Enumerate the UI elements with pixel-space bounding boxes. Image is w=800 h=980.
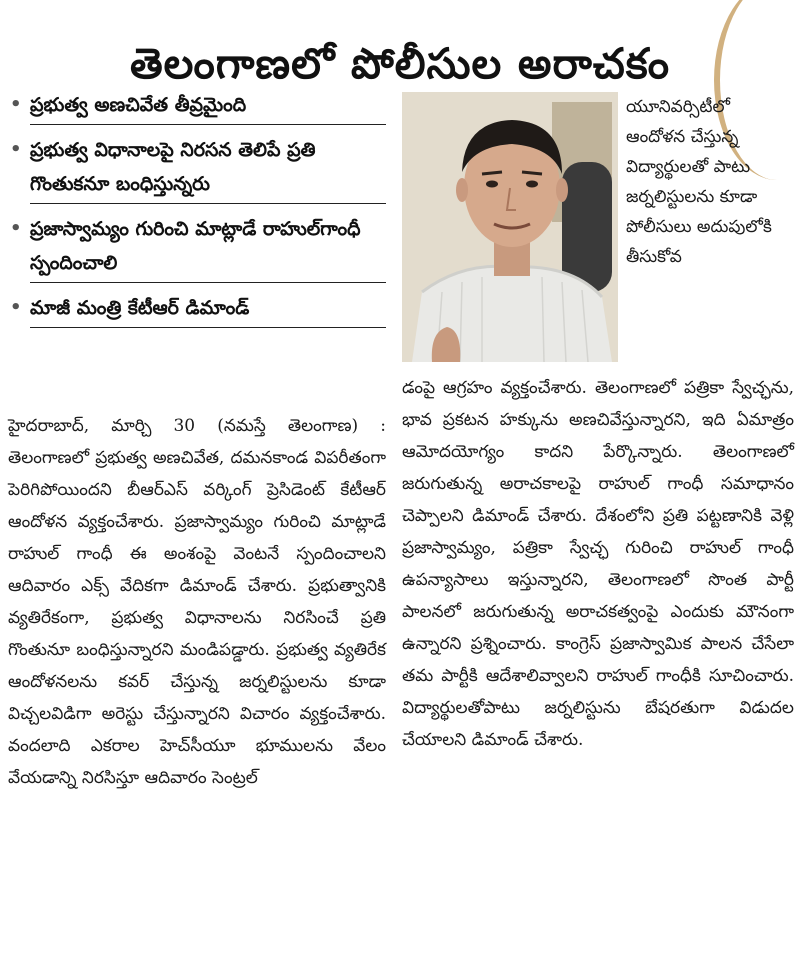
portrait-photo bbox=[402, 92, 618, 362]
bullet-icon: • bbox=[10, 297, 22, 318]
bullet-item bbox=[8, 212, 386, 283]
bullet-icon: • bbox=[10, 218, 22, 239]
photo-side-text: యూనివర్సిటీలో ఆందోళన చేస్తున్న విద్యార్థులతో పాటు జర్నలిస్టులను కూడా పోలీసులు అదుపులోకి తీసుకోవ bbox=[626, 97, 772, 267]
bullet-icon: • bbox=[10, 94, 22, 115]
headline: తెలంగాణలో పోలీసుల అరాచకం bbox=[129, 39, 670, 89]
bullet-text: ప్రభుత్వ విధానాలపై నిరసన తెలిపే ప్రతి గొంతుకనూ బంధిస్తున్నరు bbox=[30, 133, 386, 204]
person-portrait-icon bbox=[402, 92, 618, 362]
article-body-left: హైదరాబాద్‌, మార్చి 30 (నమస్తే తెలంగాణ) : తెలంగాణలో ప్రభుత్వ అణచివేత, దమనకాండ విపరీతంగా పెరిగిపోయిందని బీఆర్‌ఎస్‌ వర్కింగ్‌ ప్రెసిడెంట్‌ కేటీఆర్‌ ఆందోళన వ్యక్తంచేశారు. ప్రజాస్వామ్యం గురించి మాట్లాడే రాహుల్‌ గాంధీ ఈ అంశంపై వెంటనే స్పందించాలని ఆదివారం ఎక్స్‌ వేదికగా డిమాండ్‌ చేశారు. ప్రభుత్వానికి వ్యతిరేకంగా, ప్రభుత్వ విధానాలను నిరసించే ప్రతి గొంతునూ బంధిస్తున్నారని మండిపడ్డారు. ప్రభుత్వ వ్యతిరేక ఆందోళనలను కవర్‌ చేస్తున్న జర్నలిస్టులను కూడా విచ్చలవిడిగా అరెస్టు చేస్తున్నారని విచారం వ్యక్తంచేశారు. వందలాది ఎకరాల హెచ్‌సీయూ భూములను వేలం వేయడాన్ని నిరసిస్తూ ఆదివారం సెంట్రల్‌ bbox=[8, 416, 386, 788]
bullet-list bbox=[8, 88, 386, 328]
bullet-item bbox=[8, 291, 386, 328]
bullet-icon: • bbox=[10, 139, 22, 160]
bullet-item bbox=[8, 88, 386, 125]
bullet-text: మాజీ మంత్రి కేటీఆర్‌ డిమాండ్‌ bbox=[30, 291, 386, 328]
article-body-right: డంపై ఆగ్రహం వ్యక్తంచేశారు. తెలంగాణలో పత్రికా స్వేచ్ఛను, భావ ప్రకటన హక్కును అణచివేస్తున్నారని, ఇది ఏమాత్రం ఆమోదయోగ్యం కాదని పేర్కొన్నారు. తెలంగాణలో జరుగుతున్న అరాచకాలపై రాహుల్‌ గాంధీ సమాధానం చెప్పాలని డిమాండ్‌ చేశారు. దేశంలోని ప్రతి పట్టణానికి వెళ్లి ప్రజాస్వామ్యం, పత్రికా స్వేచ్ఛ గురించి రాహుల్‌ గాంధీ ఉపన్యాసాలు ఇస్తున్నారని, తెలంగాణలో సొంత పార్టీ పాలనలో జరుగుతున్న అరాచకత్వంపై ఎందుకు మౌనంగా ఉన్నారని ప్రశ్నించారు. కాంగ్రెస్‌ ప్రజాస్వామిక పాలన చేసేలా తమ పార్టీకి ఆదేశాలివ్వాలని రాహుల్‌ గాంధీకి సూచించారు. విద్యార్థులతోపాటు జర్నలిస్టును బేషరతుగా విడుదల చేయాలని డిమాండ్‌ చేశారు. bbox=[402, 378, 794, 750]
bullet-text: ప్రజాస్వామ్యం గురించి మాట్లాడే రాహుల్‌గాంధీ స్పందించాలి bbox=[30, 212, 386, 283]
bullet-text: ప్రభుత్వ అణచివేత తీవ్రమైంది bbox=[30, 88, 386, 125]
bullet-item bbox=[8, 133, 386, 204]
